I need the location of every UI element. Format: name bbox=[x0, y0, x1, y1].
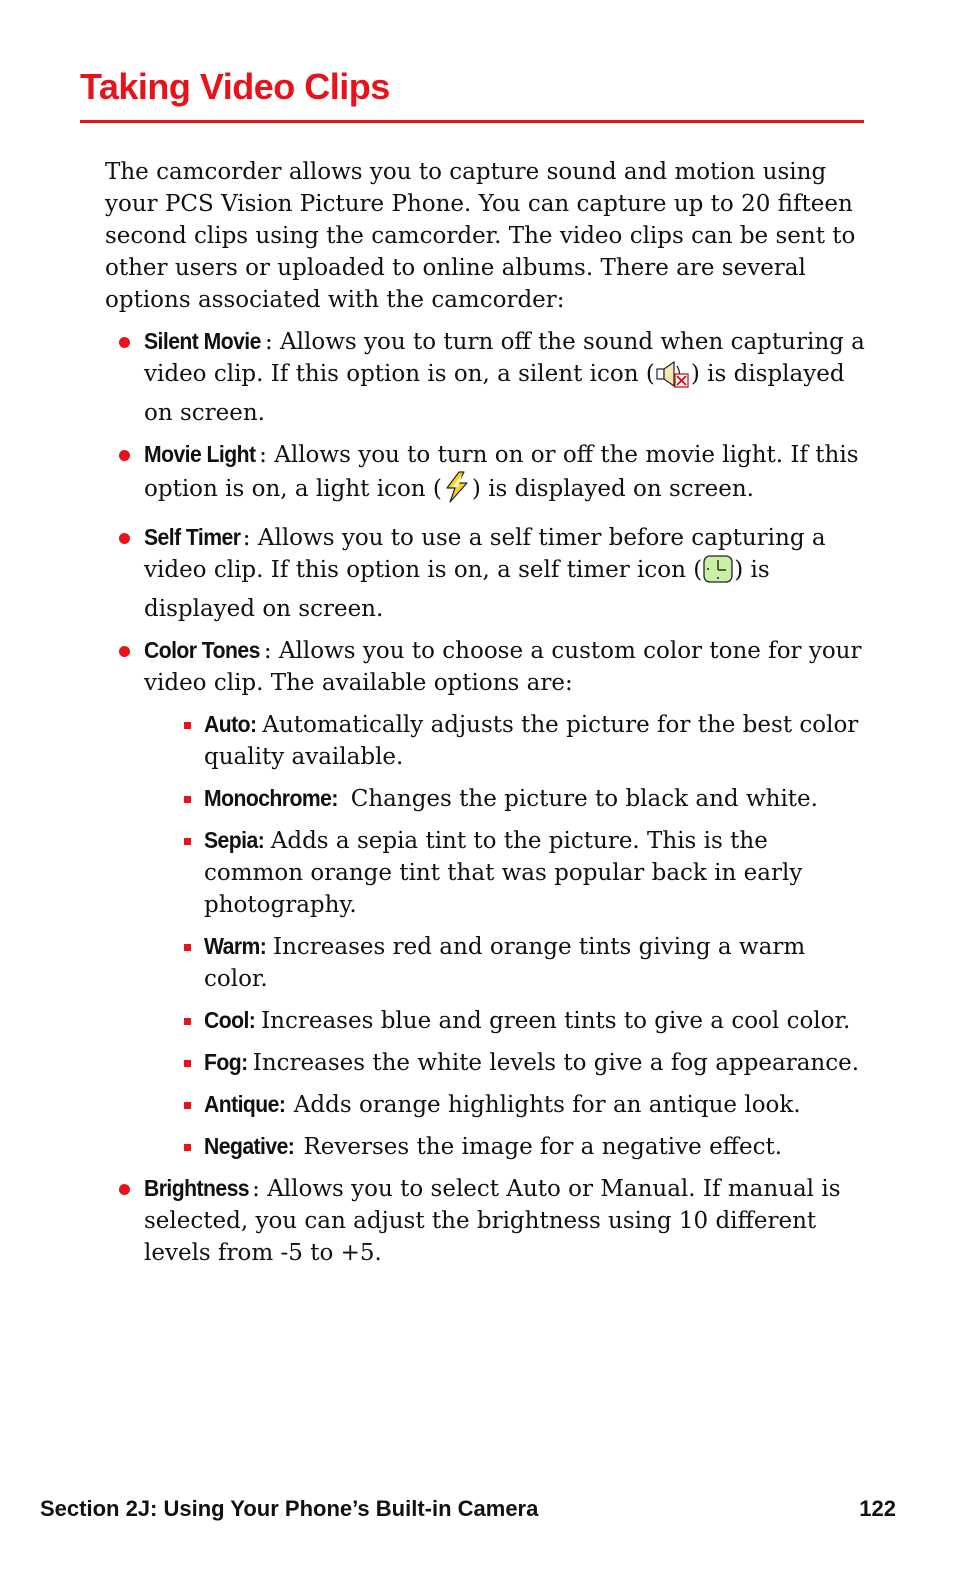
list-item-brightness bbox=[105, 1172, 865, 1269]
bullet-dot bbox=[119, 337, 130, 348]
bullet-square bbox=[184, 1018, 191, 1025]
option-text: : Allows you to turn off the sound when capturing a video clip. If this option is on, a silent icon ( bbox=[144, 329, 865, 387]
option-text-end: ) is displayed on screen. bbox=[144, 557, 770, 622]
sub-text: Automatically adjusts the picture for the best color quality available. bbox=[204, 712, 859, 770]
title-underline bbox=[80, 120, 864, 123]
bullet-square bbox=[184, 1060, 191, 1067]
page-footer bbox=[40, 1496, 896, 1522]
sub-text: Increases the white levels to give a fog appearance. bbox=[245, 1050, 860, 1076]
list-item-self-timer bbox=[105, 521, 865, 625]
option-text: : Allows you to select Auto or Manual. If manual is selected, you can adjust the brightness using 10 different levels from -5 to +5. bbox=[144, 1176, 841, 1266]
sub-item-warm bbox=[144, 930, 865, 995]
option-term: Silent Movie bbox=[144, 328, 261, 354]
bullet-dot bbox=[119, 533, 130, 544]
option-text: : Allows you to turn on or off the movie light. If this option is on, a light icon ( bbox=[144, 442, 859, 502]
option-text-end: ) is displayed on screen. bbox=[471, 476, 754, 502]
list-item-color-tones bbox=[105, 634, 865, 1163]
sub-item-sepia bbox=[144, 824, 865, 921]
option-term: Self Timer bbox=[144, 524, 241, 550]
sub-item-negative bbox=[144, 1130, 865, 1163]
main-content bbox=[105, 156, 865, 1278]
bullet-dot bbox=[119, 646, 130, 657]
bullet-square bbox=[184, 1102, 191, 1109]
sub-term: Cool: bbox=[204, 1007, 256, 1033]
sub-term: Auto: bbox=[204, 711, 257, 737]
self-timer-icon bbox=[702, 554, 734, 593]
bullet-square bbox=[184, 1144, 191, 1151]
list-item-movie-light bbox=[105, 438, 865, 512]
bullet-dot bbox=[119, 450, 130, 461]
sub-text: Adds orange highlights for an antique look. bbox=[286, 1092, 801, 1118]
option-text: : Allows you to use a self timer before capturing a video clip. If this option is on, a self timer icon ( bbox=[144, 525, 826, 583]
bullet-square bbox=[184, 722, 191, 729]
sub-term: Negative: bbox=[204, 1133, 295, 1159]
option-list bbox=[105, 325, 865, 1269]
intro-paragraph: The camcorder allows you to capture sound and motion using your PCS Vision Picture Phone. You can capture up to 20 fifteen second clips using the camcorder. The video clips can be sent to other users or uploaded to online albums. There are several options associated with the camcorder: bbox=[105, 159, 856, 313]
sub-item-fog bbox=[144, 1046, 865, 1079]
color-tone-list bbox=[144, 708, 865, 1163]
sub-term: Fog: bbox=[204, 1049, 248, 1075]
sub-item-antique bbox=[144, 1088, 865, 1121]
page-number: 122 bbox=[859, 1496, 896, 1521]
sub-text: Increases blue and green tints to give a cool color. bbox=[253, 1008, 851, 1034]
option-text-end: ) is displayed on screen. bbox=[144, 361, 845, 426]
sub-text: Adds a sepia tint to the picture. This is the common orange tint that was popular back in early photography. bbox=[204, 828, 803, 918]
option-term: Movie Light bbox=[144, 441, 256, 467]
option-term: Brightness bbox=[144, 1175, 250, 1201]
page-title: Taking Video Clips bbox=[80, 66, 390, 107]
sub-term: Antique: bbox=[204, 1091, 286, 1117]
sub-text: Reverses the image for a negative effect. bbox=[296, 1134, 783, 1160]
silent-icon bbox=[655, 360, 691, 397]
bullet-dot bbox=[119, 1184, 130, 1195]
list-item-silent-movie bbox=[105, 325, 865, 429]
option-text: : Allows you to choose a custom color tone for your video clip. The available options are: bbox=[144, 638, 862, 696]
sub-item-monochrome bbox=[144, 782, 865, 815]
sub-term: Warm: bbox=[204, 933, 267, 959]
option-term: Color Tones bbox=[144, 637, 260, 663]
footer-section-title: Section 2J: Using Your Phone’s Built-in Camera bbox=[40, 1496, 539, 1521]
sub-text: Changes the picture to black and white. bbox=[343, 786, 818, 812]
sub-term: Sepia: bbox=[204, 827, 265, 853]
light-icon bbox=[442, 471, 472, 512]
bullet-square bbox=[184, 838, 191, 845]
bullet-square bbox=[184, 796, 191, 803]
sub-item-cool bbox=[144, 1004, 865, 1037]
sub-item-auto bbox=[144, 708, 865, 773]
bullet-square bbox=[184, 944, 191, 951]
sub-text: Increases red and orange tints giving a warm color. bbox=[204, 934, 806, 992]
sub-term: Monochrome: bbox=[204, 785, 338, 811]
